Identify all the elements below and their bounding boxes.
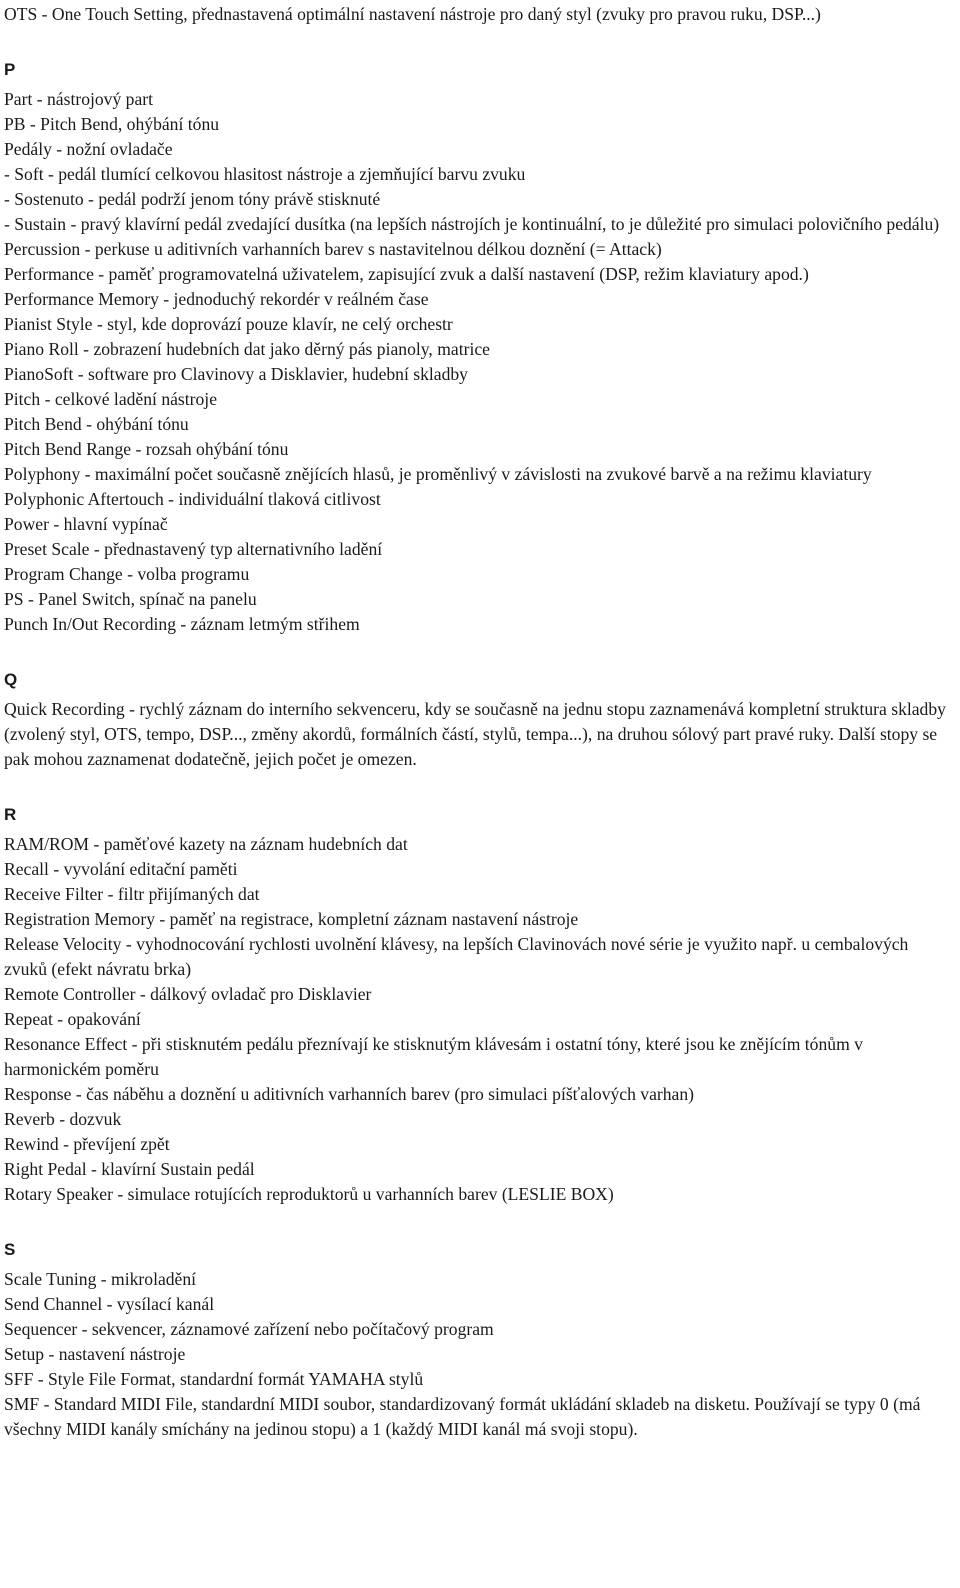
glossary-entry: Part - nástrojový part xyxy=(4,89,154,109)
section-q-entries xyxy=(4,697,954,772)
glossary-entry: Quick Recording - rychlý záznam do interního sekvenceru, kdy se současně na jednu stopu zaznamenává kompletní struktura skladby (zvolený styl, OTS, tempo, DSP..., změny akordů, formálních částí, stylů, tempa...), na druhou sólový part pravé ruky. Další stopy se pak mohou zaznamenat dodatečně, jejich počet je omezen. xyxy=(4,699,946,769)
section-p-entries xyxy=(4,87,954,637)
section-s-entries xyxy=(4,1267,954,1442)
glossary-entry: Receive Filter - filtr přijímaných dat xyxy=(4,884,260,904)
glossary-entry: Response - čas náběhu a doznění u aditivních varhanních barev (pro simulaci píšťalových varhan) xyxy=(4,1084,695,1104)
glossary-document xyxy=(4,2,954,1442)
glossary-entry: PB - Pitch Bend, ohýbání tónu xyxy=(4,114,220,134)
glossary-entry: Pedály - nožní ovladače xyxy=(4,139,173,159)
section-heading-s: S xyxy=(4,1240,16,1259)
glossary-entry: - Sustain - pravý klavírní pedál zvedající dusítka (na lepších nástrojích je kontinuální, to je důležité pro simulaci polovičního pedálu) xyxy=(4,214,940,234)
glossary-entry: Recall - vyvolání editační paměti xyxy=(4,859,238,879)
glossary-entry: Reverb - dozvuk xyxy=(4,1109,122,1129)
section-heading-p: P xyxy=(4,60,16,79)
section-heading-q: Q xyxy=(4,670,18,689)
section-r-entries xyxy=(4,832,954,1207)
glossary-entry-ots: OTS - One Touch Setting, přednastavená optimální nastavení nástroje pro daný styl (zvuky pro pravou ruku, DSP...) xyxy=(4,4,821,24)
glossary-entry: Punch In/Out Recording - záznam letmým střihem xyxy=(4,614,360,634)
glossary-entry: Setup - nastavení nástroje xyxy=(4,1344,186,1364)
glossary-entry: Repeat - opakování xyxy=(4,1009,141,1029)
glossary-entry: Registration Memory - paměť na registrace, kompletní záznam nastavení nástroje xyxy=(4,909,579,929)
glossary-entry: Resonance Effect - při stisknutém pedálu přeznívají ke stisknutým klávesám i ostatní tóny, které jsou ke znějícím tónům v harmonickém poměru xyxy=(4,1034,863,1079)
glossary-entry: SFF - Style File Format, standardní formát YAMAHA stylů xyxy=(4,1369,424,1389)
glossary-entry: - Sostenuto - pedál podrží jenom tóny právě stisknuté xyxy=(4,189,381,209)
glossary-entry: Send Channel - vysílací kanál xyxy=(4,1294,215,1314)
glossary-entry: Pitch Bend - ohýbání tónu xyxy=(4,414,189,434)
glossary-entry: Preset Scale - přednastavený typ alternativního ladění xyxy=(4,539,383,559)
glossary-entry: Percussion - perkuse u aditivních varhanních barev s nastavitelnou délkou doznění (= Attack) xyxy=(4,239,662,259)
glossary-entry: Polyphony - maximální počet současně znějících hlasů, je proměnlivý v závislosti na zvukové barvě a na režimu klaviatury xyxy=(4,464,872,484)
glossary-entry: Release Velocity - vyhodnocování rychlosti uvolnění klávesy, na lepších Clavinovách nové série je využito např. u cembalových zvuků (efekt návratu brka) xyxy=(4,934,909,979)
glossary-entry: Performance - paměť programovatelná uživatelem, zapisující zvuk a další nastavení (DSP, režim klaviatury apod.) xyxy=(4,264,809,284)
glossary-entry: Program Change - volba programu xyxy=(4,564,250,584)
glossary-entry: RAM/ROM - paměťové kazety na záznam hudebních dat xyxy=(4,834,408,854)
section-heading-r: R xyxy=(4,805,17,824)
glossary-entry: Power - hlavní vypínač xyxy=(4,514,168,534)
glossary-entry: Piano Roll - zobrazení hudebních dat jako děrný pás pianoly, matrice xyxy=(4,339,490,359)
glossary-entry: Scale Tuning - mikroladění xyxy=(4,1269,197,1289)
glossary-entry: - Soft - pedál tlumící celkovou hlasitost nástroje a zjemňující barvu zvuku xyxy=(4,164,526,184)
glossary-entry: Pitch Bend Range - rozsah ohýbání tónu xyxy=(4,439,289,459)
glossary-entry: Right Pedal - klavírní Sustain pedál xyxy=(4,1159,255,1179)
glossary-entry: PS - Panel Switch, spínač na panelu xyxy=(4,589,257,609)
glossary-entry: SMF - Standard MIDI File, standardní MIDI soubor, standardizovaný formát ukládání skladeb na disketu. Používají se typy 0 (má všechny MIDI kanály smíchány na jedinou stopu) a 1 (každý MIDI kanál má svoji stopu). xyxy=(4,1394,921,1439)
glossary-entry: Polyphonic Aftertouch - individuální tlaková citlivost xyxy=(4,489,381,509)
glossary-entry: Sequencer - sekvencer, záznamové zařízení nebo počítačový program xyxy=(4,1319,494,1339)
glossary-entry: Rotary Speaker - simulace rotujících reproduktorů u varhanních barev (LESLIE BOX) xyxy=(4,1184,614,1204)
glossary-entry: Pitch - celkové ladění nástroje xyxy=(4,389,218,409)
glossary-entry: Pianist Style - styl, kde doprovází pouze klavír, ne celý orchestr xyxy=(4,314,453,334)
glossary-entry: Performance Memory - jednoduchý rekordér v reálném čase xyxy=(4,289,429,309)
glossary-entry: Rewind - převíjení zpět xyxy=(4,1134,170,1154)
glossary-entry: PianoSoft - software pro Clavinovy a Disklavier, hudební skladby xyxy=(4,364,468,384)
glossary-entry: Remote Controller - dálkový ovladač pro Disklavier xyxy=(4,984,372,1004)
